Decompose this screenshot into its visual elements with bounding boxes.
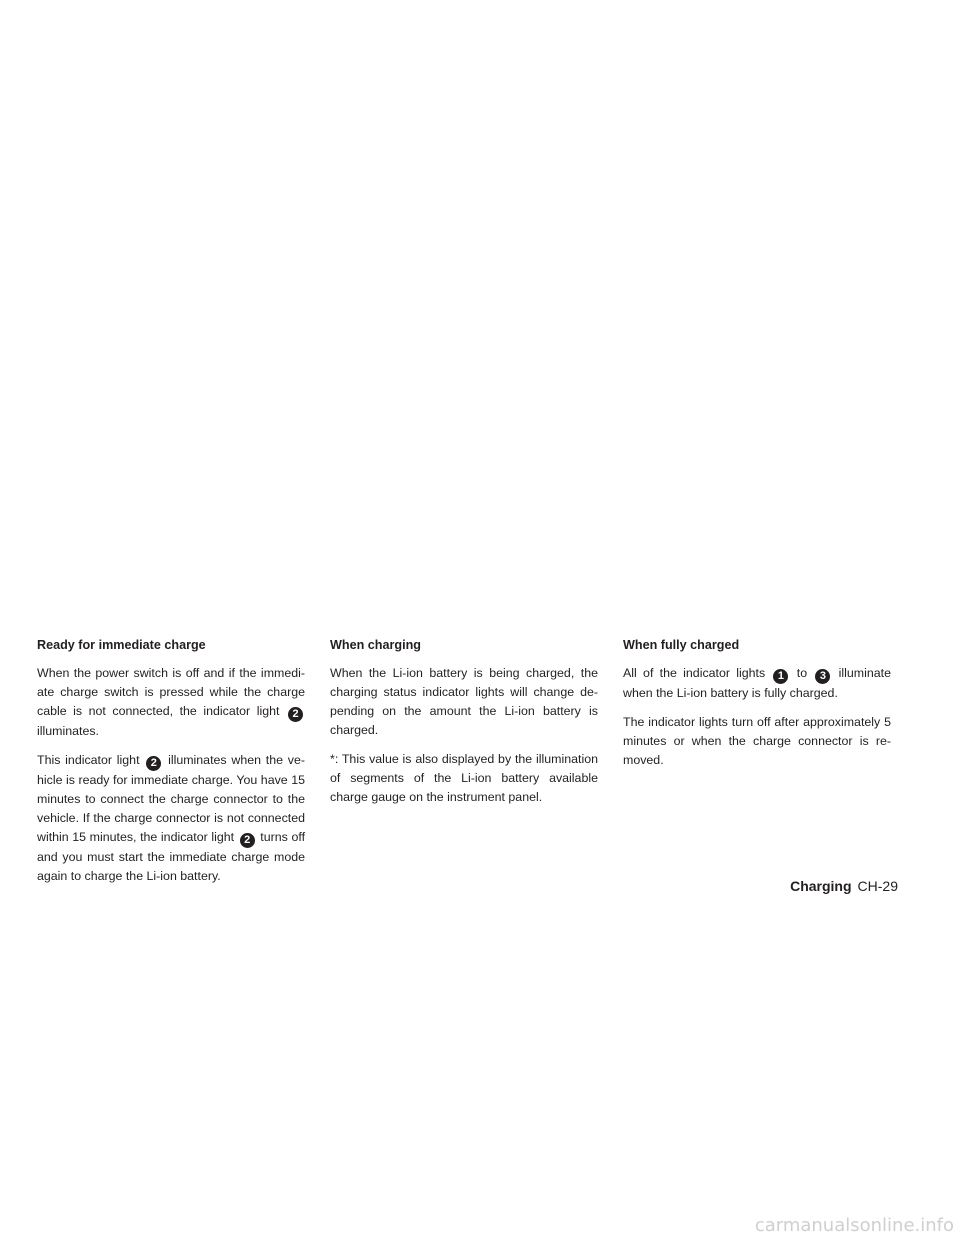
paragraph-text: When the power switch is off and if the immedi-ate charge switch is pressed while the charge cable is not connected, the indicator light: [37, 666, 305, 718]
paragraph-text: illuminate when the Li-ion battery is fully charged.: [623, 666, 891, 700]
section-heading: Ready for immediate charge: [37, 638, 206, 652]
footer-section-title: Charging: [790, 878, 852, 894]
paragraph-text: turns off and you must start the immediate charge mode again to charge the Li-ion battery.: [37, 830, 306, 883]
paragraph-text: illuminates.: [37, 724, 99, 738]
indicator-number-icon: 3: [815, 669, 830, 684]
column-ready-for-immediate-charge: [37, 636, 305, 896]
column-when-fully-charged: [623, 636, 891, 780]
watermark: carmanualsonline.info: [754, 1215, 954, 1236]
indicator-number-icon: 1: [773, 669, 788, 684]
paragraph-text: All of the indicator lights: [623, 666, 772, 680]
paragraph: The indicator lights turn off after approximately 5 minutes or when the charge connector is re-moved.: [623, 715, 891, 767]
paragraph: When the Li-ion battery is being charged, the charging status indicator lights will change de-pending on the amount the Li-ion battery is charged.: [330, 666, 598, 737]
paragraph: *: This value is also displayed by the illumination of segments of the Li-ion battery available charge gauge on the instrument panel.: [330, 752, 598, 804]
indicator-number-icon: 2: [146, 756, 161, 771]
section-heading: When charging: [330, 638, 421, 652]
paragraph-text: illuminates when the ve-hicle is ready for immediate charge. You have 15 minutes to connect the charge connector to the vehicle. If the charge connector is not connected within 15 minutes, the indicator light: [37, 753, 305, 844]
column-when-charging: [330, 636, 598, 817]
indicator-number-icon: 2: [240, 833, 255, 848]
paragraph-text: to: [790, 666, 814, 680]
page-footer: [790, 876, 898, 896]
paragraph: [37, 664, 305, 741]
paragraph: [623, 664, 891, 703]
indicator-number-icon: 2: [288, 707, 303, 722]
page-number: CH-29: [857, 878, 898, 894]
section-heading: When fully charged: [623, 638, 740, 652]
paragraph: [37, 751, 305, 886]
paragraph-text: This indicator light: [37, 753, 145, 767]
